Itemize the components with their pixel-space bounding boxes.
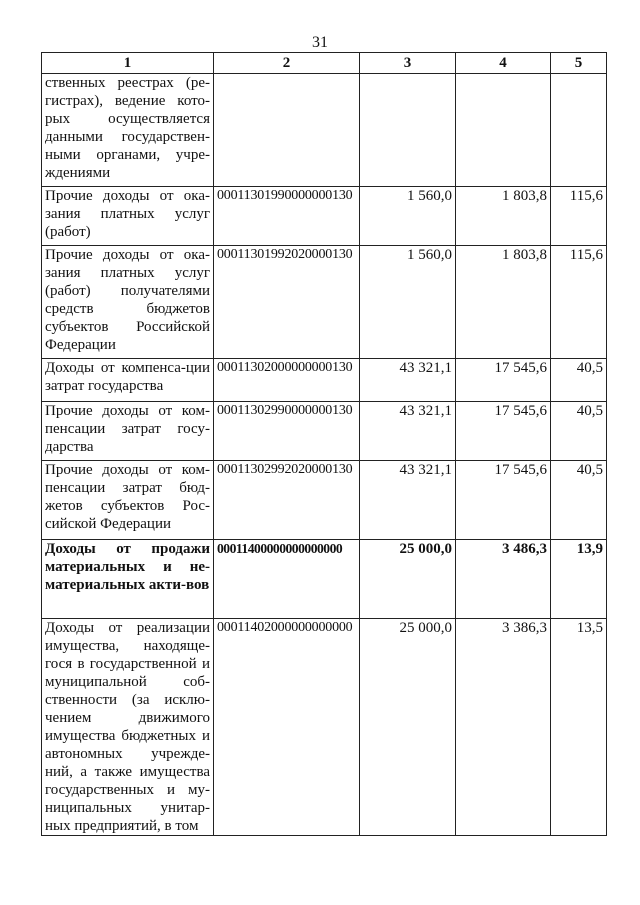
row-percent: 13,9 xyxy=(551,540,607,619)
table-row xyxy=(42,402,607,461)
row-code: 00011301990000000130 xyxy=(214,187,360,246)
row-code: 00011302000000000130 xyxy=(214,359,360,402)
revenue-table xyxy=(41,52,607,836)
column-header-1: 1 xyxy=(42,53,214,74)
table-row xyxy=(42,359,607,402)
column-header-2: 2 xyxy=(214,53,360,74)
table-row-section-total xyxy=(42,540,607,619)
row-actual xyxy=(456,74,551,187)
row-plan xyxy=(360,74,456,187)
column-header-5: 5 xyxy=(551,53,607,74)
row-name: Прочие доходы от ком-пенсации затрат госу-дарства xyxy=(42,402,214,461)
row-actual: 17 545,6 xyxy=(456,461,551,540)
row-name: Прочие доходы от ока-зания платных услуг (работ) получателями средств бюджетов субъектов Российской Федерации xyxy=(42,246,214,359)
column-header-3: 3 xyxy=(360,53,456,74)
row-name: ственных реестрах (ре-гистрах), ведение кото-рых осуществляется данными государствен-ными органами, учре-ждениями xyxy=(42,74,214,187)
row-plan: 43 321,1 xyxy=(360,461,456,540)
row-plan: 1 560,0 xyxy=(360,187,456,246)
row-percent xyxy=(551,74,607,187)
row-percent: 115,6 xyxy=(551,246,607,359)
row-name: Прочие доходы от ока-зания платных услуг (работ) xyxy=(42,187,214,246)
row-actual: 3 386,3 xyxy=(456,619,551,836)
column-header-4: 4 xyxy=(456,53,551,74)
table-header-row xyxy=(42,53,607,74)
table-row xyxy=(42,619,607,836)
row-percent: 115,6 xyxy=(551,187,607,246)
row-plan: 1 560,0 xyxy=(360,246,456,359)
table-row xyxy=(42,74,607,187)
row-percent: 13,5 xyxy=(551,619,607,836)
row-plan: 25 000,0 xyxy=(360,619,456,836)
row-code: 00011301992020000130 xyxy=(214,246,360,359)
row-code: 00011402000000000000 xyxy=(214,619,360,836)
row-name: Доходы от реализации имущества, находяще-гося в государственной и муниципальной соб-ственности (за исклю-чением движимого имущества бюджетных и автономных учрежде-ний, а также имущества государственных и му-ниципальных унитар-ных предприятий, в том xyxy=(42,619,214,836)
table-row xyxy=(42,246,607,359)
row-code: 00011302992020000130 xyxy=(214,461,360,540)
row-name: Доходы от продажи материальных и не-материальных акти-вов xyxy=(42,540,214,619)
row-actual: 1 803,8 xyxy=(456,246,551,359)
row-actual: 17 545,6 xyxy=(456,359,551,402)
row-percent: 40,5 xyxy=(551,461,607,540)
row-plan: 25 000,0 xyxy=(360,540,456,619)
row-actual: 3 486,3 xyxy=(456,540,551,619)
table-row xyxy=(42,461,607,540)
row-percent: 40,5 xyxy=(551,402,607,461)
row-plan: 43 321,1 xyxy=(360,402,456,461)
row-plan: 43 321,1 xyxy=(360,359,456,402)
row-code: 00011400000000000000 xyxy=(214,540,360,619)
row-name: Доходы от компенса-ции затрат государства xyxy=(42,359,214,402)
row-percent: 40,5 xyxy=(551,359,607,402)
table-row xyxy=(42,187,607,246)
row-name: Прочие доходы от ком-пенсации затрат бюд-жетов субъектов Рос-сийской Федерации xyxy=(42,461,214,540)
row-actual: 1 803,8 xyxy=(456,187,551,246)
row-actual: 17 545,6 xyxy=(456,402,551,461)
row-code xyxy=(214,74,360,187)
page-number: 31 xyxy=(312,34,328,51)
row-code: 00011302990000000130 xyxy=(214,402,360,461)
